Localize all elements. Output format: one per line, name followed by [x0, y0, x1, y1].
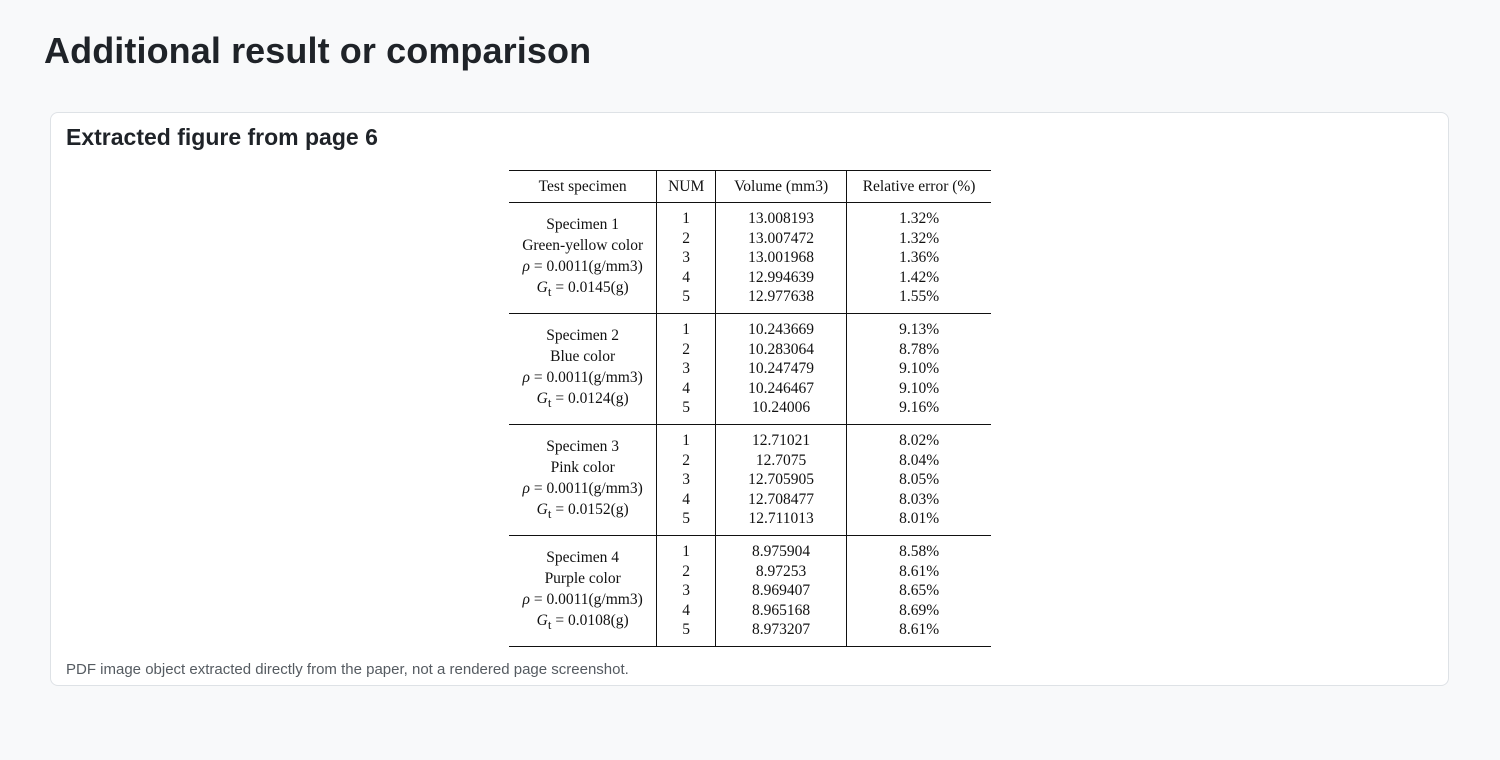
num-value: 1 — [682, 210, 691, 228]
table-body — [509, 203, 991, 647]
num-cell — [657, 203, 716, 314]
volume-value: 8.97253 — [755, 562, 807, 580]
table-header-row — [509, 171, 991, 203]
specimen-name: Specimen 2 — [546, 326, 620, 344]
extracted-figure — [509, 170, 991, 644]
num-value: 3 — [682, 360, 691, 378]
specimen-name: Specimen 3 — [546, 437, 620, 455]
error-value: 1.55% — [899, 288, 940, 306]
error-value: 9.13% — [899, 321, 940, 339]
num-value: 5 — [682, 399, 691, 417]
weight-value: = 0.0108(g) — [551, 611, 629, 629]
volume-value: 8.969407 — [752, 582, 811, 600]
num-value: 3 — [682, 249, 691, 267]
rho-symbol: ρ — [522, 590, 530, 608]
num-value: 1 — [682, 432, 691, 450]
volume-value: 8.973207 — [752, 621, 811, 639]
density-value: = 0.0011(g/mm3) — [529, 368, 643, 386]
table-row — [509, 314, 991, 425]
specimen-weight — [509, 388, 656, 413]
num-cell — [657, 314, 716, 425]
results-table — [509, 170, 991, 647]
error-value: 8.03% — [899, 490, 940, 508]
num-value: 4 — [682, 490, 691, 508]
volume-value: 10.246467 — [748, 379, 815, 397]
gt-subscript: t — [547, 617, 552, 633]
volume-cell — [716, 203, 847, 314]
density-value: = 0.0011(g/mm3) — [529, 590, 643, 608]
num-value: 4 — [682, 601, 691, 619]
volume-cell — [716, 314, 847, 425]
table-row — [509, 536, 991, 647]
error-value: 8.02% — [899, 432, 940, 450]
volume-value: 12.708477 — [748, 490, 815, 508]
volume-value: 10.247479 — [748, 360, 815, 378]
specimen-weight — [509, 277, 656, 302]
volume-value: 13.001968 — [748, 249, 815, 267]
weight-value: = 0.0145(g) — [551, 278, 629, 296]
num-value: 5 — [682, 621, 691, 639]
card-title: Extracted figure from page 6 — [66, 124, 378, 150]
specimen-cell — [509, 536, 657, 647]
specimen-density — [509, 367, 656, 388]
volume-value: 13.007472 — [748, 229, 815, 247]
header-volume: Volume (mm3) — [716, 171, 847, 203]
gt-symbol: G — [536, 389, 548, 407]
error-cell — [847, 425, 991, 536]
error-value: 9.10% — [899, 360, 940, 378]
num-value: 1 — [682, 543, 691, 561]
specimen-weight — [509, 499, 656, 524]
error-value: 8.61% — [899, 621, 940, 639]
error-value: 1.36% — [899, 249, 940, 267]
volume-value: 12.977638 — [748, 288, 815, 306]
density-value: = 0.0011(g/mm3) — [529, 479, 643, 497]
gt-subscript: t — [547, 506, 552, 522]
volume-value: 10.283064 — [748, 340, 815, 358]
num-value: 5 — [682, 510, 691, 528]
error-value: 1.32% — [899, 210, 940, 228]
specimen-cell — [509, 425, 657, 536]
error-value: 8.61% — [899, 562, 940, 580]
error-value: 8.01% — [899, 510, 940, 528]
error-value: 9.10% — [899, 379, 940, 397]
gt-symbol: G — [536, 500, 548, 518]
specimen-cell — [509, 314, 657, 425]
specimen-color: Purple color — [544, 569, 621, 587]
header-test-specimen: Test specimen — [509, 171, 657, 203]
specimen-color: Pink color — [550, 458, 615, 476]
volume-value: 12.7075 — [755, 451, 807, 469]
num-value: 4 — [682, 268, 691, 286]
num-value: 4 — [682, 379, 691, 397]
specimen-weight — [509, 610, 656, 635]
volume-value: 12.705905 — [748, 471, 815, 489]
volume-value: 12.71021 — [752, 432, 811, 450]
error-value: 8.04% — [899, 451, 940, 469]
volume-value: 10.24006 — [752, 399, 811, 417]
volume-value: 12.711013 — [748, 510, 814, 528]
error-cell — [847, 314, 991, 425]
volume-value: 12.994639 — [748, 268, 815, 286]
gt-subscript: t — [547, 395, 552, 411]
figure-card — [50, 112, 1449, 686]
table-row — [509, 425, 991, 536]
volume-value: 8.965168 — [752, 601, 811, 619]
header-relative-error: Relative error (%) — [847, 171, 991, 203]
volume-value: 8.975904 — [752, 543, 811, 561]
table-row — [509, 203, 991, 314]
rho-symbol: ρ — [522, 479, 530, 497]
num-value: 2 — [682, 451, 691, 469]
specimen-name: Specimen 4 — [546, 548, 620, 566]
num-cell — [657, 536, 716, 647]
header-num: NUM — [657, 171, 716, 203]
volume-cell — [716, 536, 847, 647]
volume-value: 13.008193 — [748, 210, 815, 228]
gt-subscript: t — [547, 284, 552, 300]
rho-symbol: ρ — [522, 368, 530, 386]
error-value: 1.32% — [899, 229, 940, 247]
num-value: 3 — [682, 471, 691, 489]
num-cell — [657, 425, 716, 536]
num-value: 2 — [682, 562, 691, 580]
num-value: 1 — [682, 321, 691, 339]
density-value: = 0.0011(g/mm3) — [529, 257, 643, 275]
error-value: 8.58% — [899, 543, 940, 561]
error-value: 8.65% — [899, 582, 940, 600]
num-value: 2 — [682, 340, 691, 358]
volume-value: 10.243669 — [748, 321, 815, 339]
num-value: 5 — [682, 288, 691, 306]
gt-symbol: G — [536, 611, 548, 629]
volume-cell — [716, 425, 847, 536]
specimen-density — [509, 589, 656, 610]
page-title: Additional result or comparison — [44, 30, 592, 71]
error-value: 8.05% — [899, 471, 940, 489]
rho-symbol: ρ — [522, 257, 530, 275]
specimen-cell — [509, 203, 657, 314]
weight-value: = 0.0124(g) — [551, 389, 629, 407]
error-value: 8.69% — [899, 601, 940, 619]
error-value: 8.78% — [899, 340, 940, 358]
gt-symbol: G — [536, 278, 548, 296]
num-value: 3 — [682, 582, 691, 600]
weight-value: = 0.0152(g) — [551, 500, 629, 518]
num-value: 2 — [682, 229, 691, 247]
error-cell — [847, 203, 991, 314]
figure-caption: PDF image object extracted directly from the paper, not a rendered page screenshot. — [66, 661, 629, 678]
specimen-name: Specimen 1 — [546, 215, 620, 233]
specimen-density — [509, 478, 656, 499]
error-value: 9.16% — [899, 399, 940, 417]
specimen-color: Blue color — [550, 347, 616, 365]
specimen-color: Green-yellow color — [522, 236, 644, 254]
specimen-density — [509, 256, 656, 277]
error-cell — [847, 536, 991, 647]
error-value: 1.42% — [899, 268, 940, 286]
